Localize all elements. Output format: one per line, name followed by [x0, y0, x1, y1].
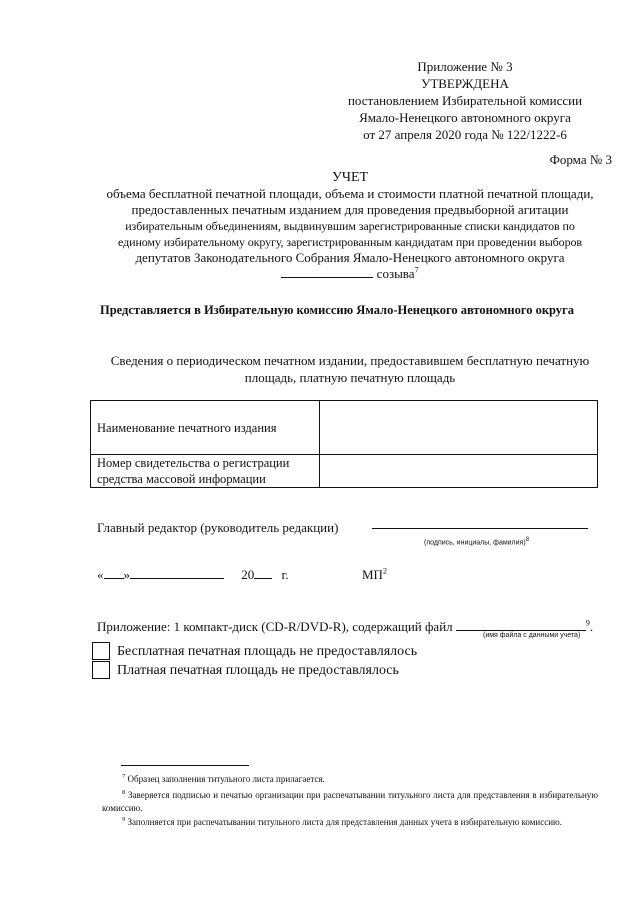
registration-number-value[interactable] [320, 455, 598, 488]
footnote-ref-7: 7 [414, 265, 419, 275]
free-space-label: Бесплатная печатная площадь не предоставлялось [117, 644, 418, 659]
footnote-7-number: 7 [122, 773, 126, 780]
footnote-7 [122, 773, 598, 786]
free-space-checkbox-row [92, 642, 417, 662]
footnote-8 [102, 789, 598, 815]
convocation-label: созыва [376, 266, 415, 281]
footnote-divider [121, 765, 249, 766]
title-line-1: объема бесплатной печатной площади, объема и стоимости платной печатной площади, [106, 186, 594, 201]
day-blank[interactable] [104, 567, 124, 579]
free-space-checkbox[interactable] [92, 642, 110, 660]
publication-table [90, 400, 598, 488]
approved-label: УТВЕРЖДЕНА [421, 76, 509, 91]
approval-region: Ямало-Ненецкого автономного округа [359, 110, 571, 125]
footnote-7-text: Образец заполнения титульного листа прилагается. [127, 774, 325, 784]
document-title [90, 170, 610, 282]
approval-decree: постановлением Избирательной комиссии [347, 93, 583, 108]
editor-signature-line[interactable] [372, 528, 588, 529]
attachment-text: Приложение: 1 компакт-диск (CD-R/DVD-R), содержащий файл [97, 619, 453, 634]
publication-info-line-2: площадь, платную печатную площадь [244, 370, 456, 385]
footnote-9-text: Заполняется при распечатывании титульного листа для представления данных учета в избирательную комиссию. [127, 817, 562, 827]
title-line-4: единому избирательному округу, зарегистрированным кандидатам при проведении выборов [118, 235, 582, 249]
footnote-9-number: 9 [122, 816, 126, 823]
convocation-blank[interactable] [281, 266, 373, 278]
attachment-period: . [589, 619, 594, 634]
stamp-place [362, 567, 387, 583]
publication-name-value[interactable] [320, 401, 598, 455]
file-name-blank[interactable] [456, 619, 586, 631]
publication-info-line-1: Сведения о периодическом печатном издании, предоставившем бесплатную печатную [110, 353, 590, 368]
signature-caption [424, 537, 529, 546]
approval-date: от 27 апреля 2020 года № 122/1222-6 [363, 127, 567, 142]
paid-space-checkbox[interactable] [92, 661, 110, 679]
date-row [97, 567, 289, 583]
file-caption: (имя файла с данными учета) [483, 632, 581, 639]
approval-block [320, 58, 610, 143]
footnote-ref-2: 2 [382, 566, 387, 576]
signature-caption-text: (подпись, инициалы, фамилия) [424, 539, 526, 547]
appendix-number: Приложение № 3 [417, 59, 513, 74]
stamp-label: МП [362, 567, 383, 582]
registration-number-label [91, 455, 320, 488]
month-blank[interactable] [130, 567, 224, 579]
paid-space-label: Платная печатная площадь не предоставлялось [117, 663, 399, 678]
presented-to: Представляется в Избирательную комиссию Ямало-Ненецкого автономного округа [100, 303, 574, 317]
close-quote: » [123, 567, 130, 582]
footnote-8-text: Заверяется подписью и печатью организации при распечатывании титульного листа для представления в избирательную комиссию. [102, 790, 599, 813]
table-row [91, 401, 598, 455]
year-century: 20 [241, 567, 255, 582]
table-row [91, 455, 598, 488]
publication-name-label: Наименование печатного издания [91, 401, 320, 455]
footnote-9 [102, 816, 598, 829]
form-number: Форма № 3 [549, 152, 612, 167]
registration-label-line-2: средства массовой информации [97, 472, 266, 486]
title-line-3: избирательным объединениям, выдвинувшим зарегистрированные списки кандидатов по [125, 219, 575, 233]
open-quote: « [97, 567, 104, 582]
convocation-row [90, 266, 610, 282]
title-line-2: предоставленных печатным изданием для проведения предвыборной агитации [131, 202, 569, 217]
footnote-ref-9: 9 [585, 618, 590, 628]
year-blank[interactable] [254, 567, 272, 579]
footnote-ref-8: 8 [525, 537, 530, 543]
footnote-8-number: 8 [122, 789, 126, 796]
year-suffix: г. [281, 567, 289, 582]
editor-label: Главный редактор (руководитель редакции) [97, 520, 339, 535]
title-line-5: депутатов Законодательного Собрания Ямало-Ненецкого автономного округа [135, 250, 565, 265]
paid-space-checkbox-row [92, 661, 399, 681]
publication-info-heading [90, 352, 610, 386]
title-heading: УЧЕТ [331, 170, 369, 185]
registration-label-line-1: Номер свидетельства о регистрации [97, 456, 290, 470]
